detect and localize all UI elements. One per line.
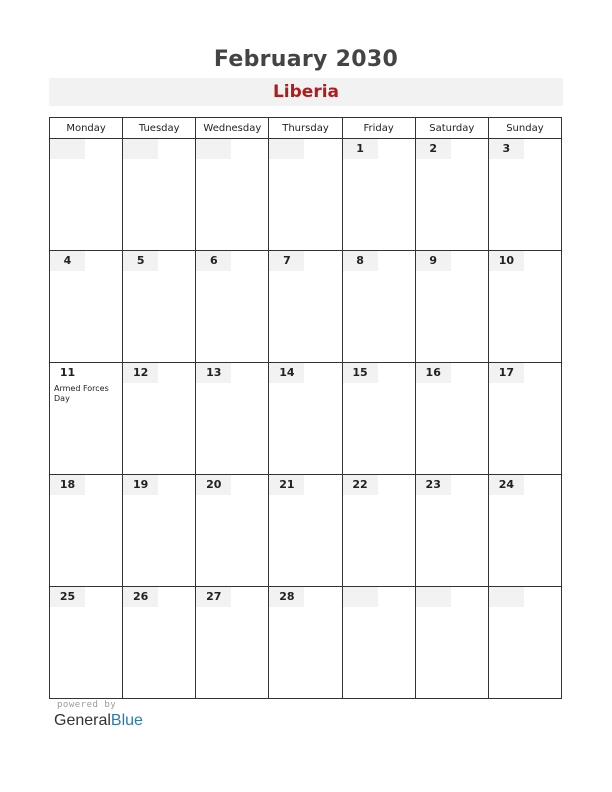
holiday-label: Armed Forces Day bbox=[54, 384, 109, 403]
day-cell bbox=[269, 475, 342, 587]
weekday-header: Monday bbox=[50, 118, 123, 139]
day-number: 23 bbox=[416, 475, 451, 495]
weekday-header: Wednesday bbox=[196, 118, 269, 139]
powered-by-label: powered by bbox=[57, 700, 117, 710]
page-title: February 2030 bbox=[213, 47, 399, 72]
day-number: 27 bbox=[196, 587, 231, 607]
day-cell bbox=[415, 139, 488, 251]
day-cell bbox=[196, 363, 269, 475]
day-number: 6 bbox=[196, 251, 231, 271]
weekday-header: Thursday bbox=[269, 118, 342, 139]
day-number bbox=[196, 139, 231, 159]
day-number: 1 bbox=[343, 139, 378, 159]
day-number: 9 bbox=[416, 251, 451, 271]
day-number bbox=[416, 587, 451, 607]
day-cell bbox=[342, 139, 415, 251]
day-number: 7 bbox=[269, 251, 304, 271]
day-number: 13 bbox=[196, 363, 231, 383]
day-number bbox=[50, 139, 85, 159]
day-cell bbox=[342, 475, 415, 587]
day-number bbox=[343, 587, 378, 607]
week-row bbox=[50, 475, 562, 587]
day-cell bbox=[342, 587, 415, 699]
day-cell bbox=[50, 587, 123, 699]
day-number: 21 bbox=[269, 475, 304, 495]
brand-logo[interactable] bbox=[54, 712, 143, 730]
day-cell bbox=[488, 139, 561, 251]
day-cell bbox=[488, 363, 561, 475]
day-cell bbox=[488, 475, 561, 587]
day-cell bbox=[123, 363, 196, 475]
day-cell bbox=[123, 587, 196, 699]
day-number: 15 bbox=[343, 363, 378, 383]
brand-name-part1: General bbox=[54, 712, 111, 729]
day-number: 28 bbox=[269, 587, 304, 607]
day-number: 25 bbox=[50, 587, 85, 607]
day-cell bbox=[488, 587, 561, 699]
week-row bbox=[50, 587, 562, 699]
day-cell bbox=[269, 251, 342, 363]
day-number: 4 bbox=[50, 251, 85, 271]
day-number: 14 bbox=[269, 363, 304, 383]
day-cell bbox=[50, 363, 123, 475]
day-number: 26 bbox=[123, 587, 158, 607]
day-number: 18 bbox=[50, 475, 85, 495]
day-cell bbox=[196, 587, 269, 699]
week-row bbox=[50, 363, 562, 475]
week-row bbox=[50, 251, 562, 363]
day-cell bbox=[269, 587, 342, 699]
day-number: 17 bbox=[489, 363, 524, 383]
weekday-header: Saturday bbox=[415, 118, 488, 139]
day-number: 8 bbox=[343, 251, 378, 271]
day-number: 20 bbox=[196, 475, 231, 495]
day-cell bbox=[488, 251, 561, 363]
day-cell bbox=[415, 251, 488, 363]
day-cell bbox=[342, 363, 415, 475]
weekday-header: Tuesday bbox=[123, 118, 196, 139]
day-number bbox=[489, 587, 524, 607]
day-cell bbox=[123, 251, 196, 363]
day-number: 24 bbox=[489, 475, 524, 495]
day-cell bbox=[50, 475, 123, 587]
week-row bbox=[50, 139, 562, 251]
country-banner bbox=[49, 78, 563, 106]
day-cell bbox=[196, 139, 269, 251]
weekday-header: Sunday bbox=[488, 118, 561, 139]
day-cell bbox=[269, 139, 342, 251]
day-number: 3 bbox=[489, 139, 524, 159]
day-number: 16 bbox=[416, 363, 451, 383]
weekday-header-row bbox=[50, 118, 562, 139]
day-number: 12 bbox=[123, 363, 158, 383]
day-cell bbox=[123, 139, 196, 251]
country-name: Liberia bbox=[272, 82, 340, 102]
day-cell bbox=[415, 475, 488, 587]
day-cell bbox=[196, 251, 269, 363]
brand-name-part2: Blue bbox=[110, 712, 143, 729]
day-cell bbox=[123, 475, 196, 587]
day-number: 5 bbox=[123, 251, 158, 271]
day-number: 10 bbox=[489, 251, 524, 271]
day-number: 22 bbox=[343, 475, 378, 495]
calendar-grid bbox=[49, 117, 562, 699]
day-cell bbox=[196, 475, 269, 587]
day-cell bbox=[415, 363, 488, 475]
day-cell bbox=[50, 251, 123, 363]
day-number: 2 bbox=[416, 139, 451, 159]
day-cell bbox=[415, 587, 488, 699]
day-cell bbox=[269, 363, 342, 475]
day-cell bbox=[50, 139, 123, 251]
day-number bbox=[269, 139, 304, 159]
day-number: 11 bbox=[59, 366, 76, 379]
day-number bbox=[123, 139, 158, 159]
day-cell bbox=[342, 251, 415, 363]
weekday-header: Friday bbox=[342, 118, 415, 139]
day-number: 19 bbox=[123, 475, 158, 495]
